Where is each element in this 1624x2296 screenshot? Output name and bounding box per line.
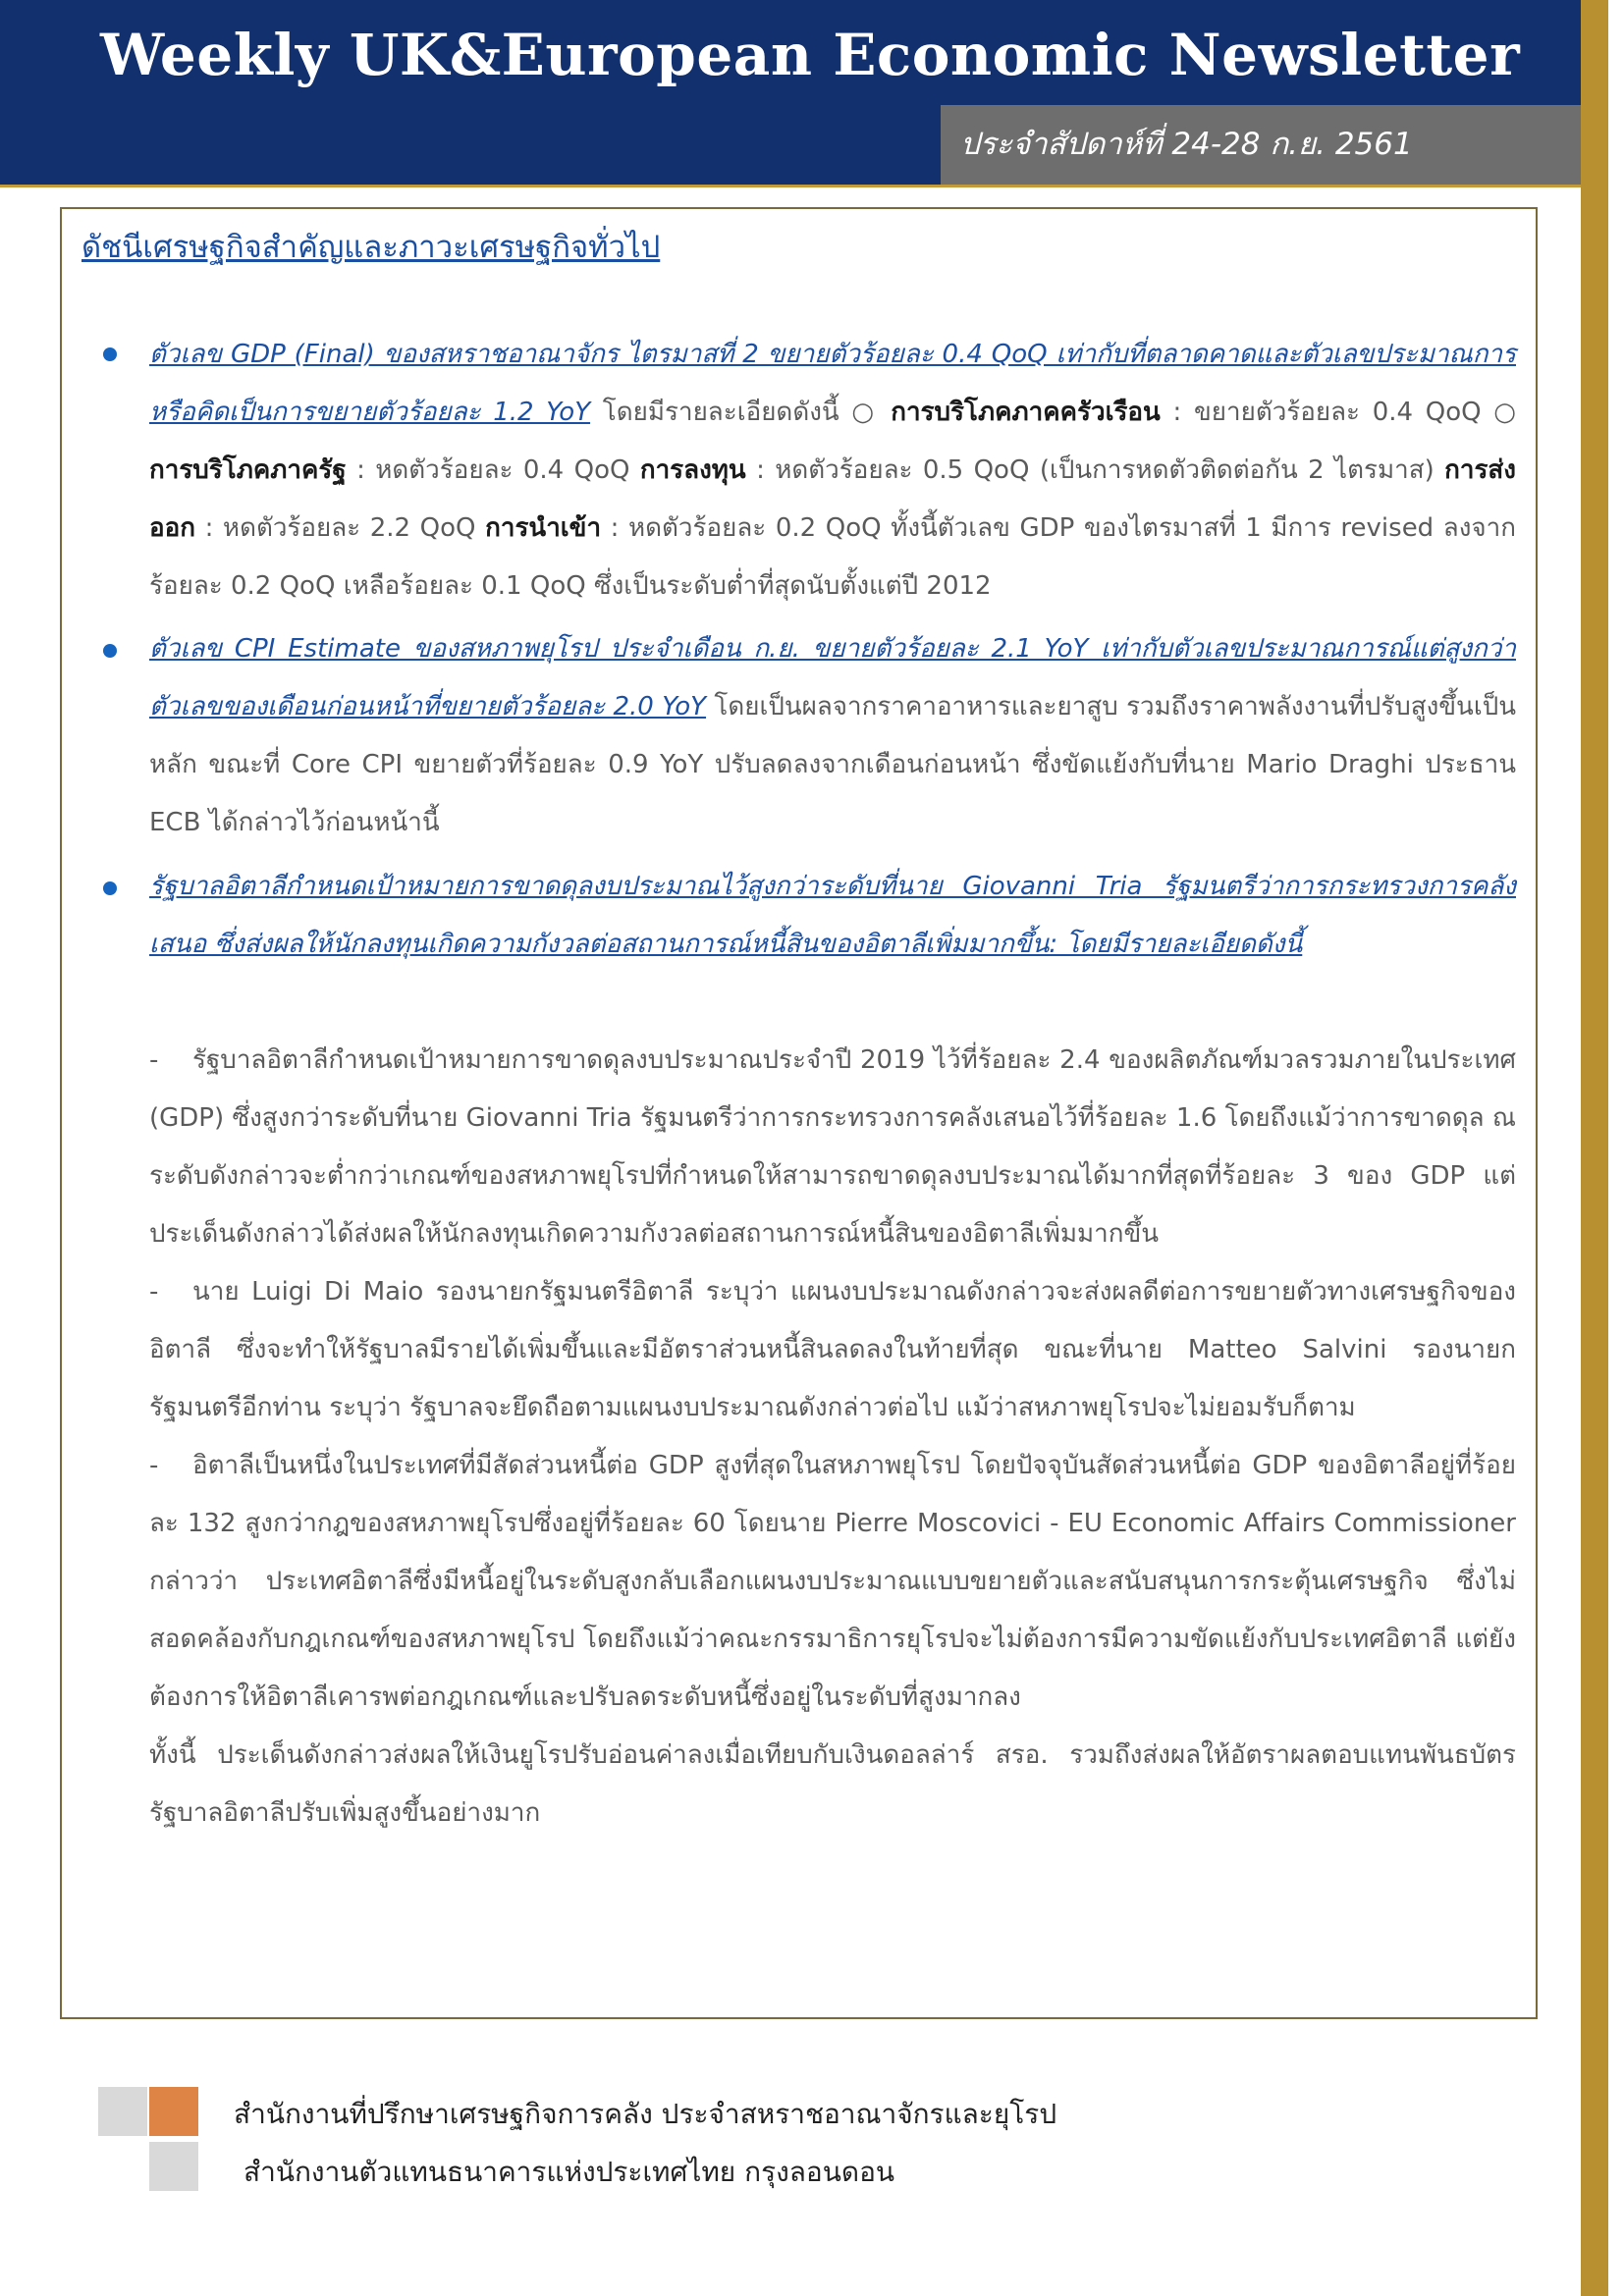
bold-term: การบริโภคภาครัฐ: [149, 455, 347, 485]
sub-point-text: รัฐบาลอิตาลีกำหนดเป้าหมายการขาดดุลงบประมาณประจำปี 2019 ไว้ที่ร้อยละ 2.4 ของผลิตภัณฑ์มวลรวมภายในประเทศ (GDP) ซึ่งสูงกว่าระดับที่นาย Giovanni Tria รัฐมนตรีว่าการกระทรวงการคลังเสนอไว้ที่ร้อยละ 1.6 โดยถึงแม้ว่าการขาดดุล ณ ระดับดังกล่าวจะต่ำกว่าเกณฑ์ของสหภาพยุโรปที่กำหนดให้สามารถขาดดุลงบประมาณได้มากที่สุดที่ร้อยละ 3 ของ GDP แต่ประเด็นดังกล่าวได้ส่งผลให้นักลงทุนเกิดความกังวลต่อสถานการณ์หนี้สินของอิตาลีเพิ่มมากขึ้น: [149, 1045, 1516, 1249]
issue-date: ประจำสัปดาห์ที่ 24-28 ก.ย. 2561: [941, 105, 1581, 185]
bullet-icon: [103, 881, 117, 895]
news-item-italy: [149, 858, 1516, 974]
footer-orange-square: [149, 2087, 198, 2136]
newsletter-title: Weekly UK&European Economic Newsletter: [100, 22, 1521, 88]
sub-point-text: นาย Luigi Di Maio รองนายกรัฐมนตรีอิตาลี ระบุว่า แผนงบประมาณดังกล่าวจะส่งผลดีต่อการขยายตัวทางเศรษฐกิจของอิตาลี ซึ่งจะทำให้รัฐบาลมีรายได้เพิ่มขึ้นและมีอัตราส่วนหนี้สินลดลงในท้ายที่สุด ขณะที่นาย Matteo Salvini รองนายกรัฐมนตรีอีกท่าน ระบุว่า รัฐบาลจะยึดถือตามแผนงบประมาณดังกล่าวต่อไป แม้ว่าสหภาพยุโรปจะไม่ยอมรับก็ตาม: [149, 1277, 1516, 1422]
footer-gray-square: [98, 2087, 147, 2136]
bold-term: การนำเข้า: [485, 513, 602, 543]
text-segment: : ขยายตัวร้อยละ 0.4 QoQ ○: [1160, 398, 1516, 427]
section-heading[interactable]: ดัชนีเศรษฐกิจสำคัญและภาวะเศรษฐกิจทั่วไป: [81, 230, 661, 265]
headline-link-italy[interactable]: รัฐบาลอิตาลีกำหนดเป้าหมายการขาดดุลงบประมาณไว้สูงกว่าระดับที่นาย Giovanni Tria รัฐมนตรีว่าการกระทรวงการคลังเสนอ ซึ่งส่งผลให้นักลงทุนเกิดความกังวลต่อสถานการณ์หนี้สินของอิตาลีเพิ่มมากขึ้น: โดยมีรายละเอียดดังนี้: [149, 872, 1516, 959]
news-item-cpi: [149, 620, 1516, 852]
footer-gray-square: [149, 2142, 198, 2191]
text-segment: โดยเป็นผลจากราคาอาหารและยาสูบ รวมถึงราคาพลังงานที่ปรับสูงขึ้นเป็นหลัก ขณะที่ Core CPI ขยายตัวที่ร้อยละ 0.9 YoY ปรับลดลงจากเดือนก่อนหน้า ซึ่งขัดแย้งกับที่นาย Mario Draghi ประธาน ECB ได้กล่าวไว้ก่อนหน้านี้: [149, 692, 1516, 837]
text-segment: : หดตัวร้อยละ 2.2 QoQ: [194, 513, 486, 543]
bullet-icon: [103, 644, 117, 658]
sub-point: [149, 1263, 1516, 1437]
closing-text: ทั้งนี้ ประเด็นดังกล่าวส่งผลให้เงินยูโรปรับอ่อนค่าลงเมื่อเทียบกับเงินดอลล่าร์ สรอ. รวมถึงส่งผลให้อัตราผลตอบแทนพันธบัตรรัฐบาลอิตาลีปรับเพิ่มสูงขึ้นอย่างมาก: [149, 1740, 1516, 1828]
sub-point: [149, 1437, 1516, 1727]
dash-marker: -: [149, 1451, 159, 1480]
news-item-gdp: [149, 326, 1516, 615]
bullet-icon: [103, 347, 117, 361]
text-segment: โดยมีรายละเอียดดังนี้ ○: [590, 398, 892, 427]
bold-term: การส่งออก: [149, 455, 1516, 543]
bold-term: การบริโภคภาคครัวเรือน: [891, 398, 1161, 427]
sub-point-text: อิตาลีเป็นหนึ่งในประเทศที่มีสัดส่วนหนี้ต่อ GDP สูงที่สุดในสหภาพยุโรป โดยปัจจุบันสัดส่วนหนี้ต่อ GDP ของอิตาลีอยู่ที่ร้อยละ 132 สูงกว่ากฎของสหภาพยุโรปซึ่งอยู่ที่ร้อยละ 60 โดยนาย Pierre Moscovici - EU Economic Affairs Commissioner กล่าวว่า ประเทศอิตาลีซึ่งมีหนี้อยู่ในระดับสูงกลับเลือกแผนงบประมาณแบบขยายตัวและสนับสนุนการกระตุ้นเศรษฐกิจ ซึ่งไม่สอดคล้องกับกฎเกณฑ์ของสหภาพยุโรป โดยถึงแม้ว่าคณะกรรมาธิการยุโรปจะไม่ต้องการมีความขัดแย้งกับประเทศอิตาลี แต่ยังต้องการให้อิตาลีเคารพต่อกฎเกณฑ์และปรับลดระดับหนี้ซึ่งอยู่ในระดับที่สูงมากลง: [149, 1451, 1516, 1712]
gold-side-bar: [1581, 0, 1608, 2296]
dash-marker: -: [149, 1277, 159, 1307]
closing-paragraph: [149, 1727, 1516, 1842]
text-segment: : หดตัวร้อยละ 0.2 QoQ ทั้งนี้ตัวเลข GDP ของไตรมาสที่ 1 มีการ revised ลงจากร้อยละ 0.2 QoQ เหลือร้อยละ 0.1 QoQ ซึ่งเป็นระดับต่ำที่สุดนับตั้งแต่ปี 2012: [149, 513, 1516, 601]
text-segment: : หดตัวร้อยละ 0.5 QoQ (เป็นการหดตัวติดต่อกัน 2 ไตรมาส): [745, 455, 1445, 485]
footer-bank-line: สำนักงานตัวแทนธนาคารแห่งประเทศไทย กรุงลอนดอน: [244, 2156, 895, 2188]
footer-office-line: สำนักงานที่ปรึกษาเศรษฐกิจการคลัง ประจำสหราชอาณาจักรและยุโรป: [234, 2098, 1057, 2130]
headline-link-gdp[interactable]: ตัวเลข GDP (Final) ของสหราชอาณาจักร ไตรมาสที่ 2 ขยายตัวร้อยละ 0.4 QoQ เท่ากับที่ตลาดคาดและตัวเลขประมาณการ หรือคิดเป็นการขยายตัวร้อยละ 1.2 YoY: [149, 340, 1516, 427]
bold-term: การลงทุน: [639, 455, 746, 485]
sub-point: [149, 1032, 1516, 1263]
text-segment: : หดตัวร้อยละ 0.4 QoQ: [346, 455, 640, 485]
dash-marker: -: [149, 1045, 159, 1075]
headline-link-cpi[interactable]: ตัวเลข CPI Estimate ของสหภาพยุโรป ประจำเดือน ก.ย. ขยายตัวร้อยละ 2.1 YoY เท่ากับตัวเลขประมาณการณ์แต่สูงกว่าตัวเลขของเดือนก่อนหน้าที่ขยายตัวร้อยละ 2.0 YoY: [149, 634, 1516, 721]
